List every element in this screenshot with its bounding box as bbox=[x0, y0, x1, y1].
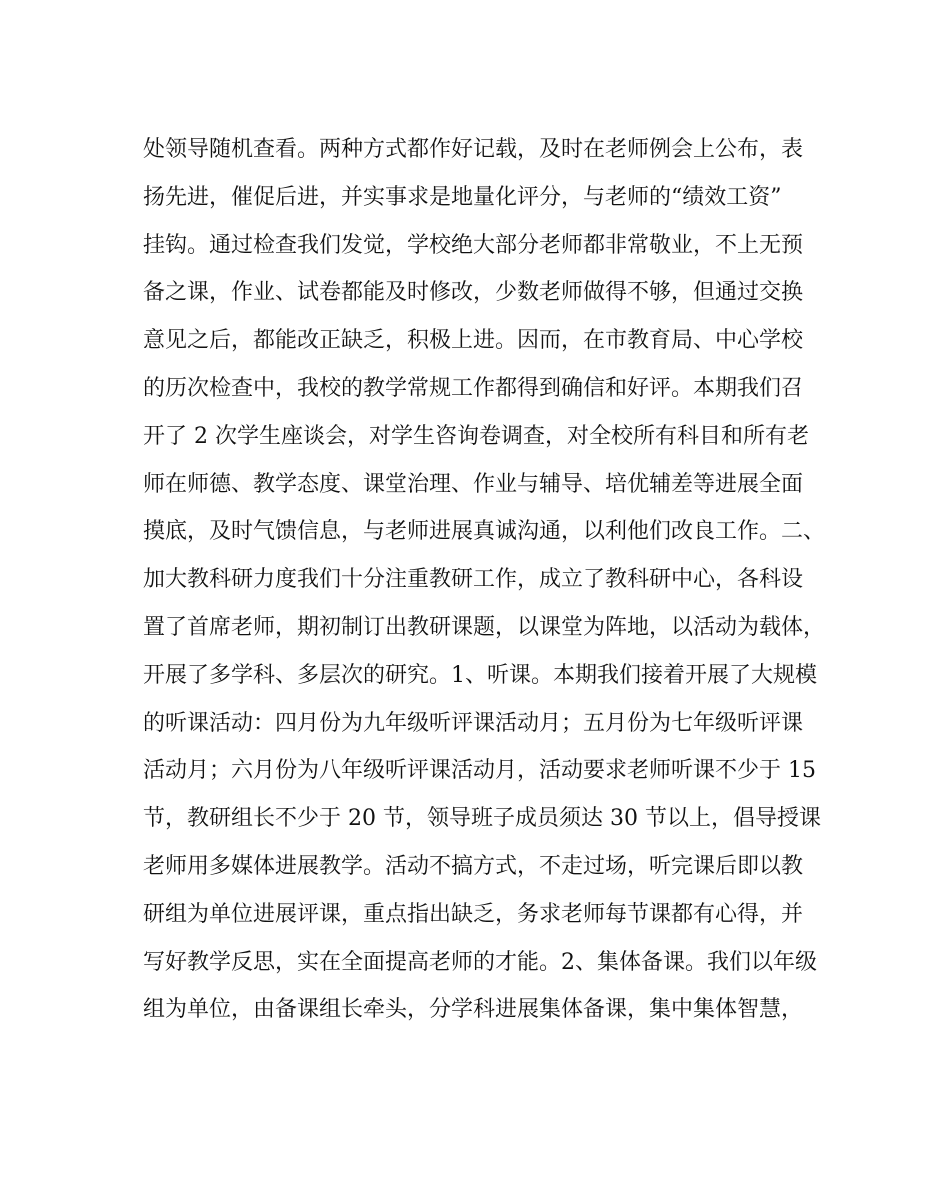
text-line: 开展了多学科、多层次的研究。1、听课。本期我们接着开展了大规模 bbox=[143, 662, 817, 688]
text-line: 置了首席老师，期初制订出教研课题，以课堂为阵地，以活动为载体， bbox=[143, 614, 826, 640]
text-line: 节，教研组长不少于 20 节，领导班子成员须达 30 节以上，倡导授课 bbox=[143, 806, 821, 832]
text-line: 的听课活动：四月份为九年级听评课活动月；五月份为七年级听评课 bbox=[143, 710, 804, 736]
text-line: 意见之后，都能改正缺乏，积极上进。因而，在市教育局、中心学校 bbox=[143, 328, 804, 354]
text-line: 师在师德、教学态度、课堂治理、作业与辅导、培优辅差等进展全面 bbox=[143, 471, 804, 497]
text-line: 活动月；六月份为八年级听评课活动月，活动要求老师听课不少于 15 bbox=[143, 758, 816, 784]
text-line: 组为单位，由备课组长牵头，分学科进展集体备课，集中集体智慧， bbox=[143, 997, 804, 1023]
text-line: 扬先进，催促后进，并实事求是地量化评分，与老师的“绩效工资” bbox=[143, 184, 782, 210]
text-line: 研组为单位进展评课，重点指出缺乏，务求老师每节课都有心得，并 bbox=[143, 901, 804, 927]
text-line: 加大教科研力度我们十分注重教研工作，成立了教科研中心，各科设 bbox=[143, 567, 804, 593]
text-line: 老师用多媒体进展教学。活动不搞方式，不走过场，听完课后即以教 bbox=[143, 853, 804, 879]
text-line: 处领导随机查看。两种方式都作好记载，及时在老师例会上公布，表 bbox=[143, 137, 804, 162]
text-line: 的历次检查中，我校的教学常规工作都得到确信和好评。本期我们召 bbox=[143, 375, 804, 401]
text-line: 写好教学反思，实在全面提高老师的才能。2、集体备课。我们以年级 bbox=[143, 949, 817, 975]
body-text bbox=[143, 126, 833, 1034]
text-line: 备之课，作业、试卷都能及时修改，少数老师做得不够，但通过交换 bbox=[143, 280, 804, 306]
text-line: 挂钩。通过检查我们发觉，学校绝大部分老师都非常敬业，不上无预 bbox=[143, 232, 804, 258]
text-line: 摸底，及时气馈信息，与老师进展真诚沟通，以利他们改良工作。二、 bbox=[143, 519, 826, 545]
text-line: 开了 2 次学生座谈会，对学生咨询卷调查，对全校所有科目和所有老 bbox=[143, 423, 809, 449]
